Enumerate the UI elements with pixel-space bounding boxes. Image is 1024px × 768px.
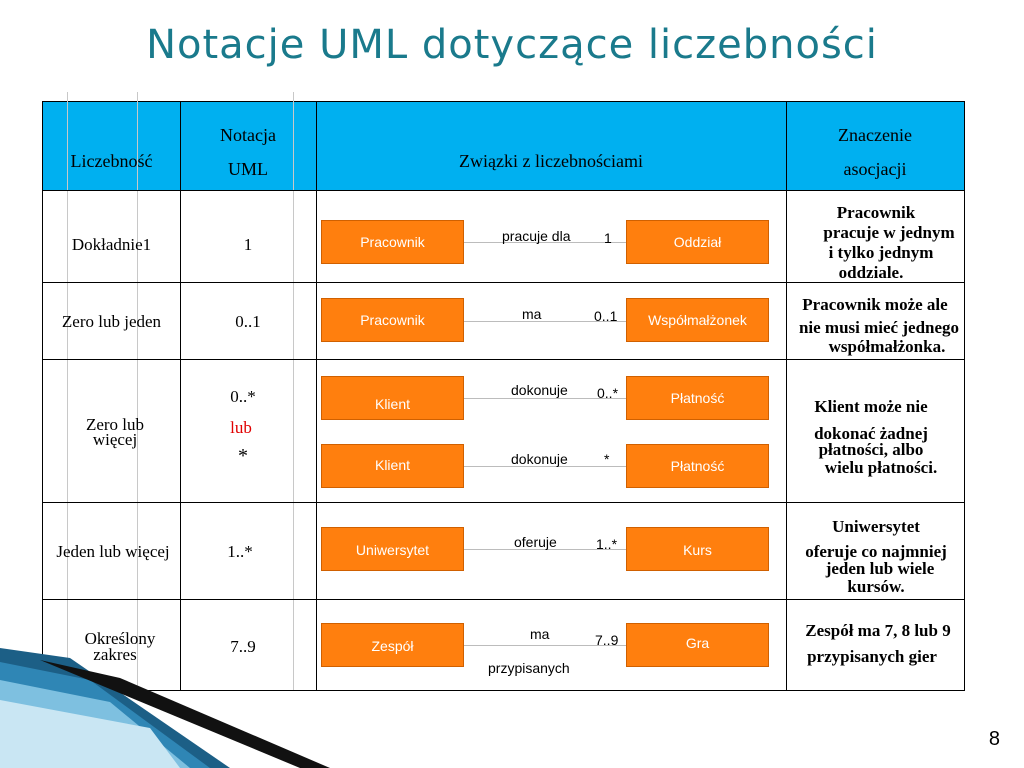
row4-meaning-2: oferuje co najmniej [805,542,947,561]
slide-title: Notacje UML dotyczące liczebności [146,22,878,68]
header-notation-line2: UML [228,159,268,179]
row-border [43,190,964,191]
class-box-oddzial: Oddział [626,220,769,264]
relation-label: ma [522,306,542,322]
row-border [43,359,964,360]
header-multiplicity: Liczebność [70,151,153,171]
multiplicity-label: 7..9 [595,632,619,648]
class-box-gra: Gra [626,623,769,667]
class-box-platnosc: Płatność [626,444,769,488]
multiplicity-label: 0..1 [594,308,618,324]
class-box-platnosc: Płatność [626,376,769,420]
row5-meaning-1: Zespół ma 7, 8 lub 9 [805,621,951,640]
class-box-wspolmalzonek: Współmałżonek [626,298,769,342]
header-relations: Związki z liczebnościami [459,151,643,171]
row1-meaning-1: Pracownik [836,203,916,222]
guide-line [67,92,68,690]
row5-meaning-2: przypisanych gier [807,647,937,666]
class-box-uniwersytet: Uniwersytet [321,527,464,571]
relation-label: ma [530,626,550,642]
row3-notation-a: 0..* [230,387,256,406]
guide-line [137,92,138,690]
row3-notation-b: * [238,445,248,467]
row1-meaning-4: oddziale. [838,263,904,282]
row2-meaning-3: współmałżonka. [828,337,946,356]
class-box-klient: Klient [321,444,464,488]
row1-meaning-2: pracuje w jednym [823,223,955,242]
header-meaning-line1: Znaczenie [838,125,912,145]
multiplicity-label: 1..* [596,536,618,552]
row2-meaning-1: Pracownik może ale [802,295,948,314]
relation-label-2: przypisanych [488,660,570,676]
row1-multiplicity: Dokładnie1 [71,235,152,254]
row-border [43,502,964,503]
multiplicity-label: 1 [604,230,612,246]
row5-multiplicity-line2: zakres [93,645,137,664]
row4-meaning-4: kursów. [847,577,905,596]
multiplicity-label: * [604,451,610,467]
relation-label: dokonuje [511,451,568,467]
page-number: 8 [988,728,1000,750]
class-box-pracownik: Pracownik [321,298,464,342]
relation-label: oferuje [514,534,557,550]
row1-notation: 1 [243,235,253,254]
multiplicity-label: 0..* [597,385,619,401]
row3-multiplicity-line2: więcej [92,430,138,449]
row3-multiplicity-line1: Zero lub [85,415,145,434]
row4-notation: 1..* [227,542,253,561]
column-border [316,102,317,690]
row4-meaning-3: jeden lub wiele [825,559,935,578]
class-box-zespol: Zespół [321,623,464,667]
relation-label: pracuje dla [502,228,571,244]
row3-meaning-2: dokonać żadnej [814,424,928,443]
class-box-pracownik: Pracownik [321,220,464,264]
row-border [43,599,964,600]
row3-meaning-1: Klient może nie [814,397,928,416]
row3-meaning-4: wielu płatności. [824,458,938,477]
row4-meaning-1: Uniwersytet [832,517,920,536]
row2-multiplicity: Zero lub jeden [61,312,162,331]
header-meaning-line2: asocjacji [843,159,907,179]
class-box-kurs: Kurs [626,527,769,571]
decorative-swoosh [0,640,420,768]
row3-meaning-3: płatności, albo [818,440,924,459]
row1-meaning-3: i tylko jednym [828,243,934,262]
row2-meaning-2: nie musi mieć jednego [798,318,960,337]
row3-notation-or: lub [230,418,252,437]
relation-label: dokonuje [511,382,568,398]
row5-multiplicity-line1: Określony [84,629,156,648]
row5-notation: 7..9 [230,637,256,656]
row2-notation: 0..1 [235,312,261,331]
multiplicity-table [42,101,965,691]
class-box-klient: Klient [321,376,464,420]
row4-multiplicity: Jeden lub więcej [56,542,170,561]
header-notation-line1: Notacja [220,125,276,145]
